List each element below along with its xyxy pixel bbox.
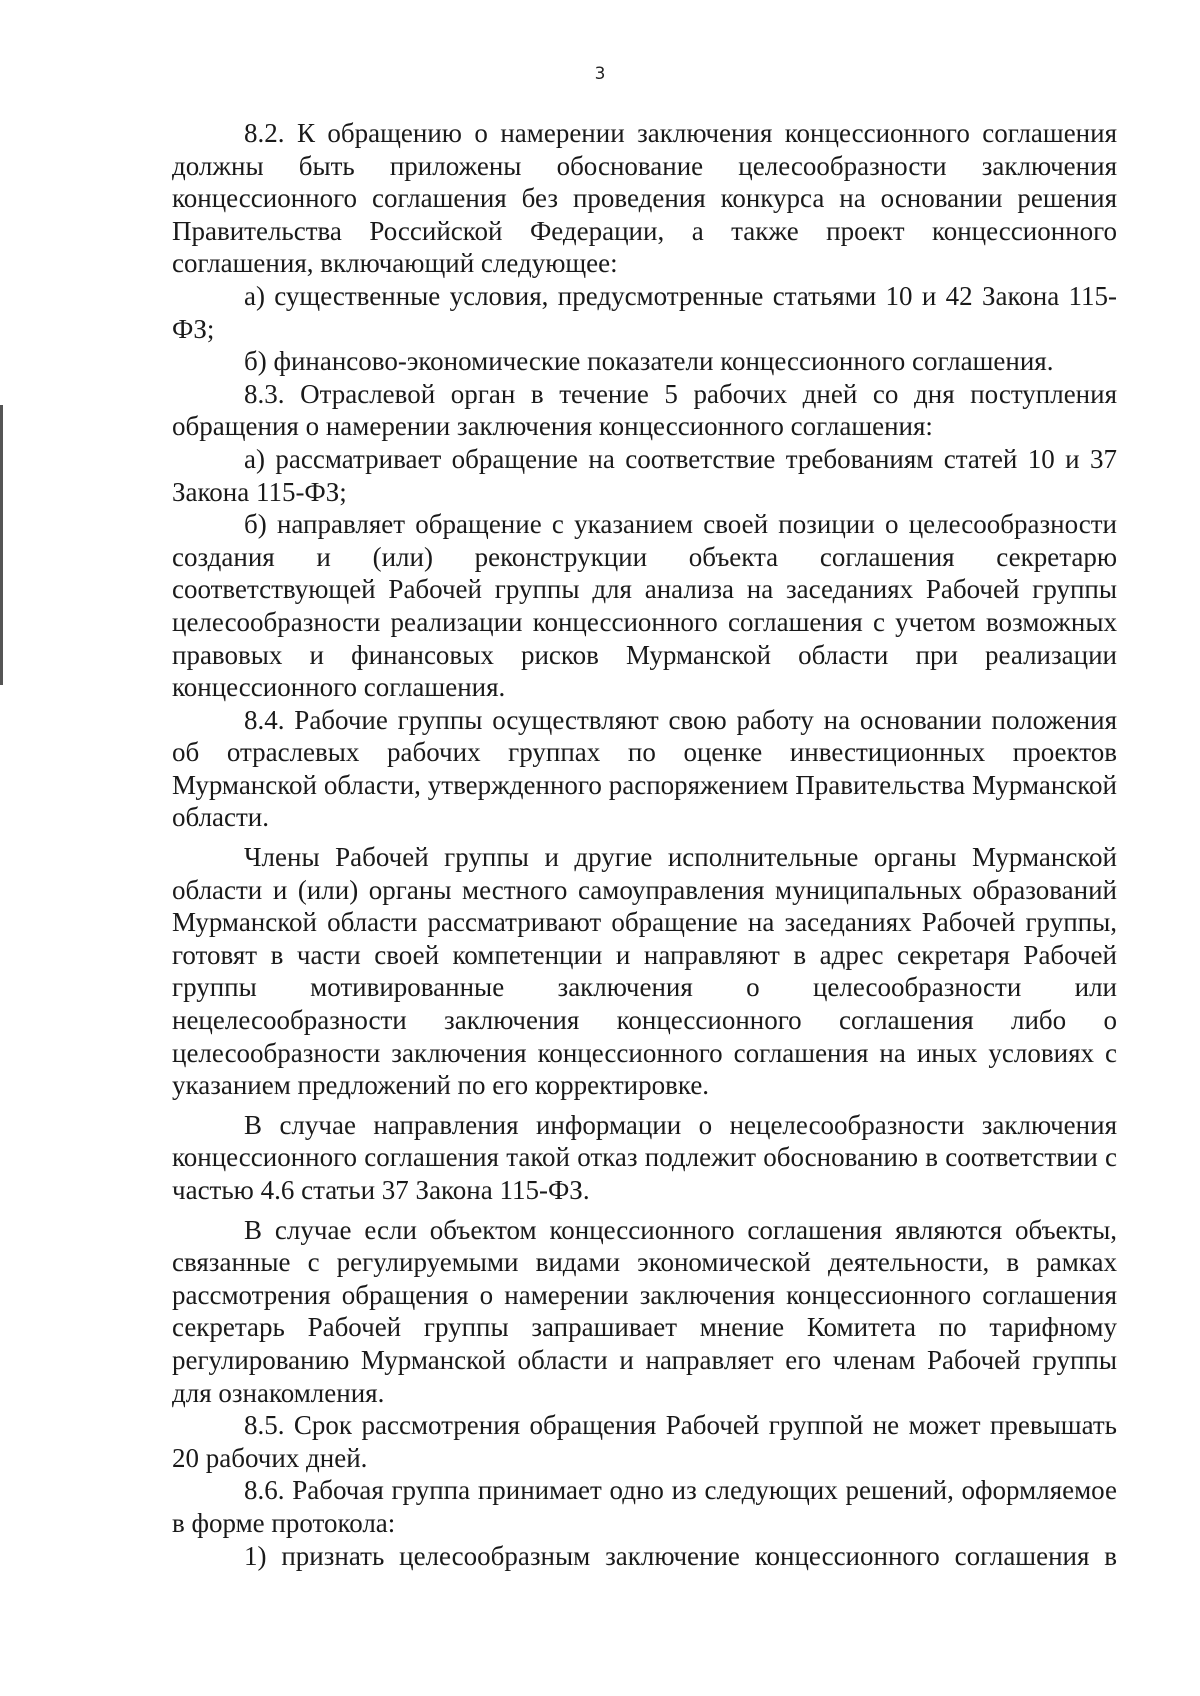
paragraph-8-2-a: а) существенные условия, предусмотренные статьями 10 и 42 Закона 115-ФЗ; bbox=[172, 280, 1117, 344]
paragraph-8-4: 8.4. Рабочие группы осуществляют свою работу на основании положения об отраслевых рабочих группах по оценке инвестиционных проектов Мурманской области, утвержденного распоряжением Правительства Мурманской области. bbox=[172, 704, 1117, 833]
page-number: 3 bbox=[594, 64, 606, 84]
paragraph-members: Члены Рабочей группы и другие исполнительные органы Мурманской области и (или) органы местного самоуправления муниципальных образований Мурманской области рассматривают обращение на заседаниях Рабочей группы, готовят в части своей компетенции и направляют в адрес секретаря Рабочей группы мотивированные заключения о целесообразности или нецелесообразности заключения концессионного соглашения либо о целесообразности заключения концессионного соглашения на иных условиях с указанием предложений по его корректировке. bbox=[172, 842, 1117, 1101]
scan-edge-mark bbox=[0, 405, 3, 685]
paragraph-8-5: 8.5. Срок рассмотрения обращения Рабочей группой не может превышать 20 рабочих дней. bbox=[172, 1410, 1117, 1473]
paragraph-8-6: 8.6. Рабочая группа принимает одно из следующих решений, оформляемое в форме протокола: bbox=[172, 1475, 1117, 1538]
paragraph-regulated: В случае если объектом концессионного соглашения являются объекты, связанные с регулируемыми видами экономической деятельности, в рамках рассмотрения обращения о намерении заключения концессионного соглашения секретарь Рабочей группы запрашивает мнение Комитета по тарифному регулированию Мурманской области и направляет его членам Рабочей группы для ознакомления. bbox=[172, 1214, 1117, 1408]
paragraph-8-3: 8.3. Отраслевой орган в течение 5 рабочих дней со дня поступления обращения о намерении заключения концессионного соглашения: bbox=[172, 378, 1117, 442]
paragraph-8-2: 8.2. К обращению о намерении заключения концессионного соглашения должны быть приложены обоснование целесообразности заключения концессионного соглашения без проведения конкурса на основании решения Правительства Российской Федерации, а также проект концессионного соглашения, включающий следующее: bbox=[172, 118, 1117, 279]
paragraph-8-6-1: 1) признать целесообразным заключение концессионного соглашения в bbox=[244, 1540, 1117, 1571]
paragraph-refusal: В случае направления информации о нецелесообразности заключения концессионного соглашения такой отказ подлежит обоснованию в соответствии с частью 4.6 статьи 37 Закона 115-ФЗ. bbox=[172, 1109, 1117, 1205]
paragraph-8-3-b: б) направляет обращение с указанием своей позиции о целесообразности создания и (или) реконструкции объекта соглашения секретарю соответствующей Рабочей группы для анализа на заседаниях Рабочей группы целесообразности реализации концессионного соглашения с учетом возможных правовых и финансовых рисков Мурманской области при реализации концессионного соглашения. bbox=[172, 509, 1117, 703]
paragraph-8-2-b: б) финансово-экономические показатели концессионного соглашения. bbox=[244, 346, 1054, 377]
document-body bbox=[172, 117, 1117, 1572]
paragraph-8-3-a: а) рассматривает обращение на соответствие требованиям статей 10 и 37 Закона 115-ФЗ; bbox=[172, 443, 1117, 507]
